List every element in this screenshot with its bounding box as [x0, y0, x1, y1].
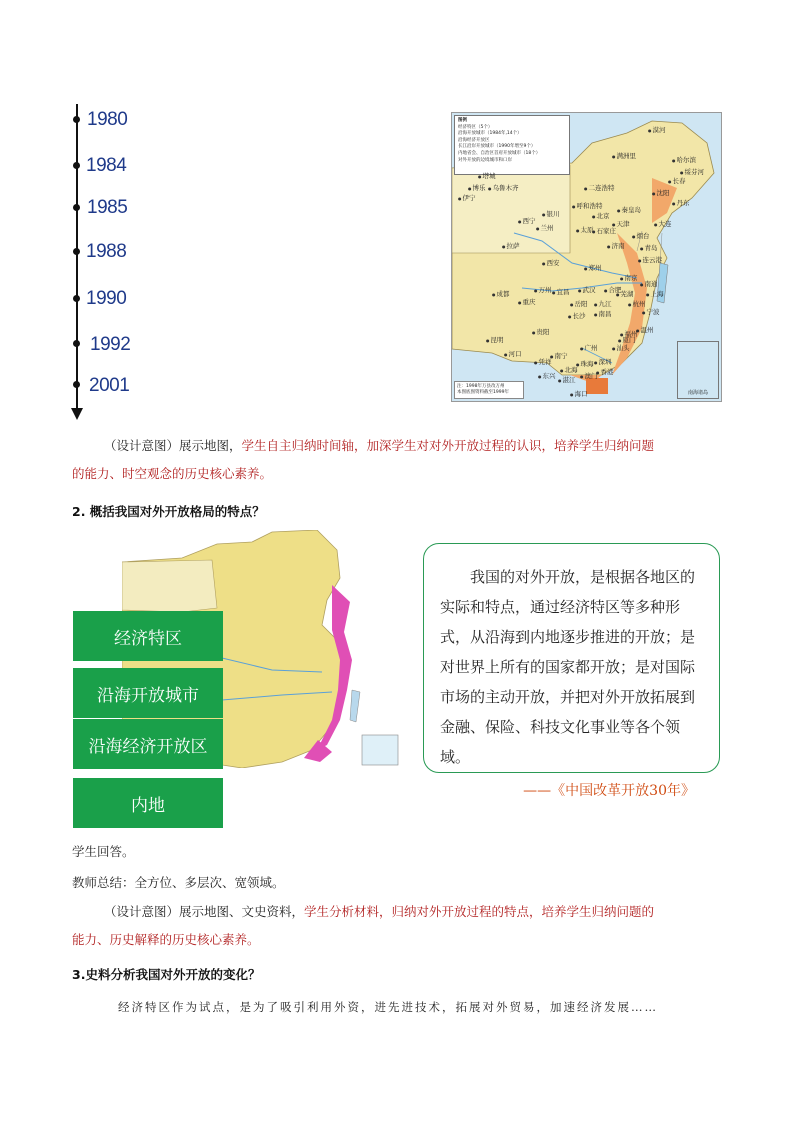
map-legend — [454, 115, 570, 175]
category-inland: 内地 — [73, 778, 223, 828]
timeline-year: 1985 — [87, 197, 128, 218]
quote-box — [423, 543, 720, 799]
city-label: ● 九江 — [594, 299, 612, 308]
city-label: ● 长春 — [668, 176, 686, 185]
city-label: ● 烟台 — [632, 231, 650, 240]
map-note-line: 本图底图资料截至1999年 — [457, 390, 509, 395]
city-label: ● 青岛 — [640, 243, 658, 252]
city-label: ● 宁波 — [642, 307, 660, 316]
city-label: ● 湛江 — [558, 375, 576, 384]
timeline-year: 2001 — [89, 375, 130, 396]
quote-source: ——《中国改革开放30年》 — [523, 783, 695, 799]
student-answer: 学生回答。 — [72, 844, 135, 859]
city-label: ● 珠海 — [576, 359, 594, 368]
timeline-arrow-icon — [71, 408, 83, 420]
category-coastal-economic-zone: 沿海经济开放区 — [73, 719, 223, 769]
timeline-dot — [73, 248, 80, 255]
timeline-dot — [73, 204, 80, 211]
city-label: ● 秦皇岛 — [617, 205, 641, 214]
city-label: ● 岳阳 — [570, 299, 588, 308]
timeline-year: 1980 — [87, 109, 128, 130]
design-intent-line: 能力、历史解释的历史核心素养。 — [72, 932, 260, 947]
source-excerpt: 经济特区作为试点，是为了吸引利用外资，进先进技术，拓展对外贸易，加速经济发展…… — [118, 1000, 658, 1014]
city-label: ● 南昌 — [594, 309, 612, 318]
city-label: ● 汕头 — [612, 343, 630, 352]
map-note-line: 注：1998年万县改万州 — [457, 384, 505, 389]
legend-item: 内地省会、自治区首府开放城市（18个） — [458, 150, 541, 156]
timeline-year: 1984 — [86, 155, 127, 176]
timeline-dot — [73, 116, 80, 123]
city-label: ● 武汉 — [578, 285, 596, 294]
city-label: ● 温州 — [636, 325, 654, 334]
design-intent-line: 的能力、时空观念的历史核心素养。 — [72, 466, 273, 481]
city-label: ● 乌鲁木齐 — [488, 183, 519, 192]
city-label: ● 成都 — [492, 289, 510, 298]
design-intent-1 — [72, 432, 732, 488]
city-label: ● 海口 — [570, 389, 588, 398]
timeline-year: 1988 — [86, 241, 127, 262]
city-label: ● 万州 — [534, 285, 552, 294]
legend-item: 经济特区（5个） — [458, 124, 493, 130]
city-label: ● 南京 — [620, 273, 638, 282]
city-label: ● 沈阳 — [652, 188, 670, 197]
city-label: ● 哈尔滨 — [672, 155, 696, 164]
city-label: ● 厦门 — [618, 335, 636, 344]
question-3: 3.史料分析我国对外开放的变化？ — [72, 967, 261, 982]
city-label: ● 南宁 — [550, 351, 568, 360]
design-intent-prefix: （设计意图）展示地图， — [104, 438, 242, 453]
question-2: 2. 概括我国对外开放格局的特点？ — [72, 504, 265, 519]
city-label: ● 杭州 — [628, 299, 646, 308]
city-label: ● 河口 — [504, 349, 522, 358]
timeline-year: 1990 — [86, 288, 127, 309]
legend-title: 图例 — [458, 118, 467, 123]
city-label: ● 丹东 — [672, 198, 690, 207]
city-label: ● 广州 — [580, 343, 598, 352]
legend-item: 沿海开放城市（1984年,14个） — [458, 131, 522, 137]
city-label: ● 塔城 — [478, 171, 496, 180]
city-label: ● 太原 — [576, 225, 594, 234]
city-label: ● 上海 — [646, 289, 664, 298]
city-label: ● 北海 — [560, 365, 578, 374]
city-label: ● 绥芬河 — [680, 167, 704, 176]
city-label: ● 银川 — [542, 209, 560, 218]
legend-item: 沿海经济开放区 — [458, 137, 490, 143]
city-label: ● 西安 — [542, 258, 560, 267]
city-label: ● 济南 — [607, 241, 625, 250]
timeline-year: 1992 — [90, 334, 131, 355]
city-label: ● 合肥 — [604, 285, 622, 294]
timeline-dot — [73, 381, 80, 388]
city-label: ● 博乐 — [468, 183, 486, 192]
category-special-economic-zone: 经济特区 — [73, 611, 223, 661]
city-label: ● 芜湖 — [616, 289, 634, 298]
city-label: ● 大连 — [654, 219, 672, 228]
city-label: ● 西宁 — [518, 216, 536, 225]
opening-up-map — [451, 112, 722, 402]
city-label: ● 凭祥 — [534, 357, 552, 366]
city-label: ● 二连浩特 — [584, 183, 615, 192]
city-label: ● 天津 — [612, 219, 630, 228]
timeline-dot — [73, 295, 80, 302]
design-intent-highlight: 学生分析材料，归纳对外开放过程的特点，培养学生归纳问题的 — [304, 904, 655, 919]
design-intent-highlight: 学生自主归纳时间轴，加深学生对对外开放过程的认识，培养学生归纳问题 — [241, 438, 655, 453]
timeline-axis — [76, 104, 78, 412]
city-label: ● 郑州 — [584, 263, 602, 272]
timeline-dot — [73, 162, 80, 169]
city-label: ● 澳门 — [580, 371, 598, 380]
city-label: ● 满洲里 — [612, 151, 636, 160]
teacher-summary: 教师总结：全方位、多层次、宽领域。 — [72, 875, 285, 890]
legend-item: 对外开放的边境城市和口岸 — [458, 157, 512, 163]
design-intent-2 — [72, 898, 732, 954]
city-label: ● 拉萨 — [502, 241, 520, 250]
city-label: ● 伊宁 — [458, 193, 476, 202]
city-label: ● 连云港 — [638, 255, 662, 264]
design-intent-prefix: （设计意图）展示地图、文史资料， — [104, 904, 305, 919]
city-label: ● 东兴 — [538, 371, 556, 380]
city-label: ● 福州 — [620, 329, 638, 338]
city-label: ● 兰州 — [536, 223, 554, 232]
quote-text: 我国的对外开放，是根据各地区的实际和特点，通过经济特区等多种形式，从沿海到内地逐步推进的开放；是对世界上所有的国家都开放；是对国际市场的主动开放，并把对外开放拓展到金融、保险、科技文化事业等各个领域。 — [440, 568, 696, 766]
city-label: ● 昆明 — [486, 335, 504, 344]
city-label: ● 贵阳 — [532, 327, 550, 336]
city-label: ● 呼和浩特 — [572, 201, 603, 210]
map-note — [454, 381, 524, 399]
city-label: ● 宜昌 — [552, 287, 570, 296]
city-label: ● 长沙 — [568, 311, 586, 320]
city-label: ● 深圳 — [594, 357, 612, 366]
legend-item: 长江沿岸开放城市（1990年增至9个） — [458, 144, 536, 150]
map-inset — [677, 341, 719, 399]
city-label: ● 香港 — [596, 367, 614, 376]
city-label: ● 南通 — [640, 279, 658, 288]
city-label: ● 石家庄 — [592, 226, 616, 235]
city-label: ● 北京 — [592, 211, 610, 220]
inset-label: 南海诸岛 — [687, 390, 708, 396]
city-label: ● 漠河 — [648, 125, 666, 134]
category-coastal-open-cities: 沿海开放城市 — [73, 668, 223, 718]
city-label: ● 重庆 — [518, 297, 536, 306]
timeline-dot — [73, 340, 80, 347]
